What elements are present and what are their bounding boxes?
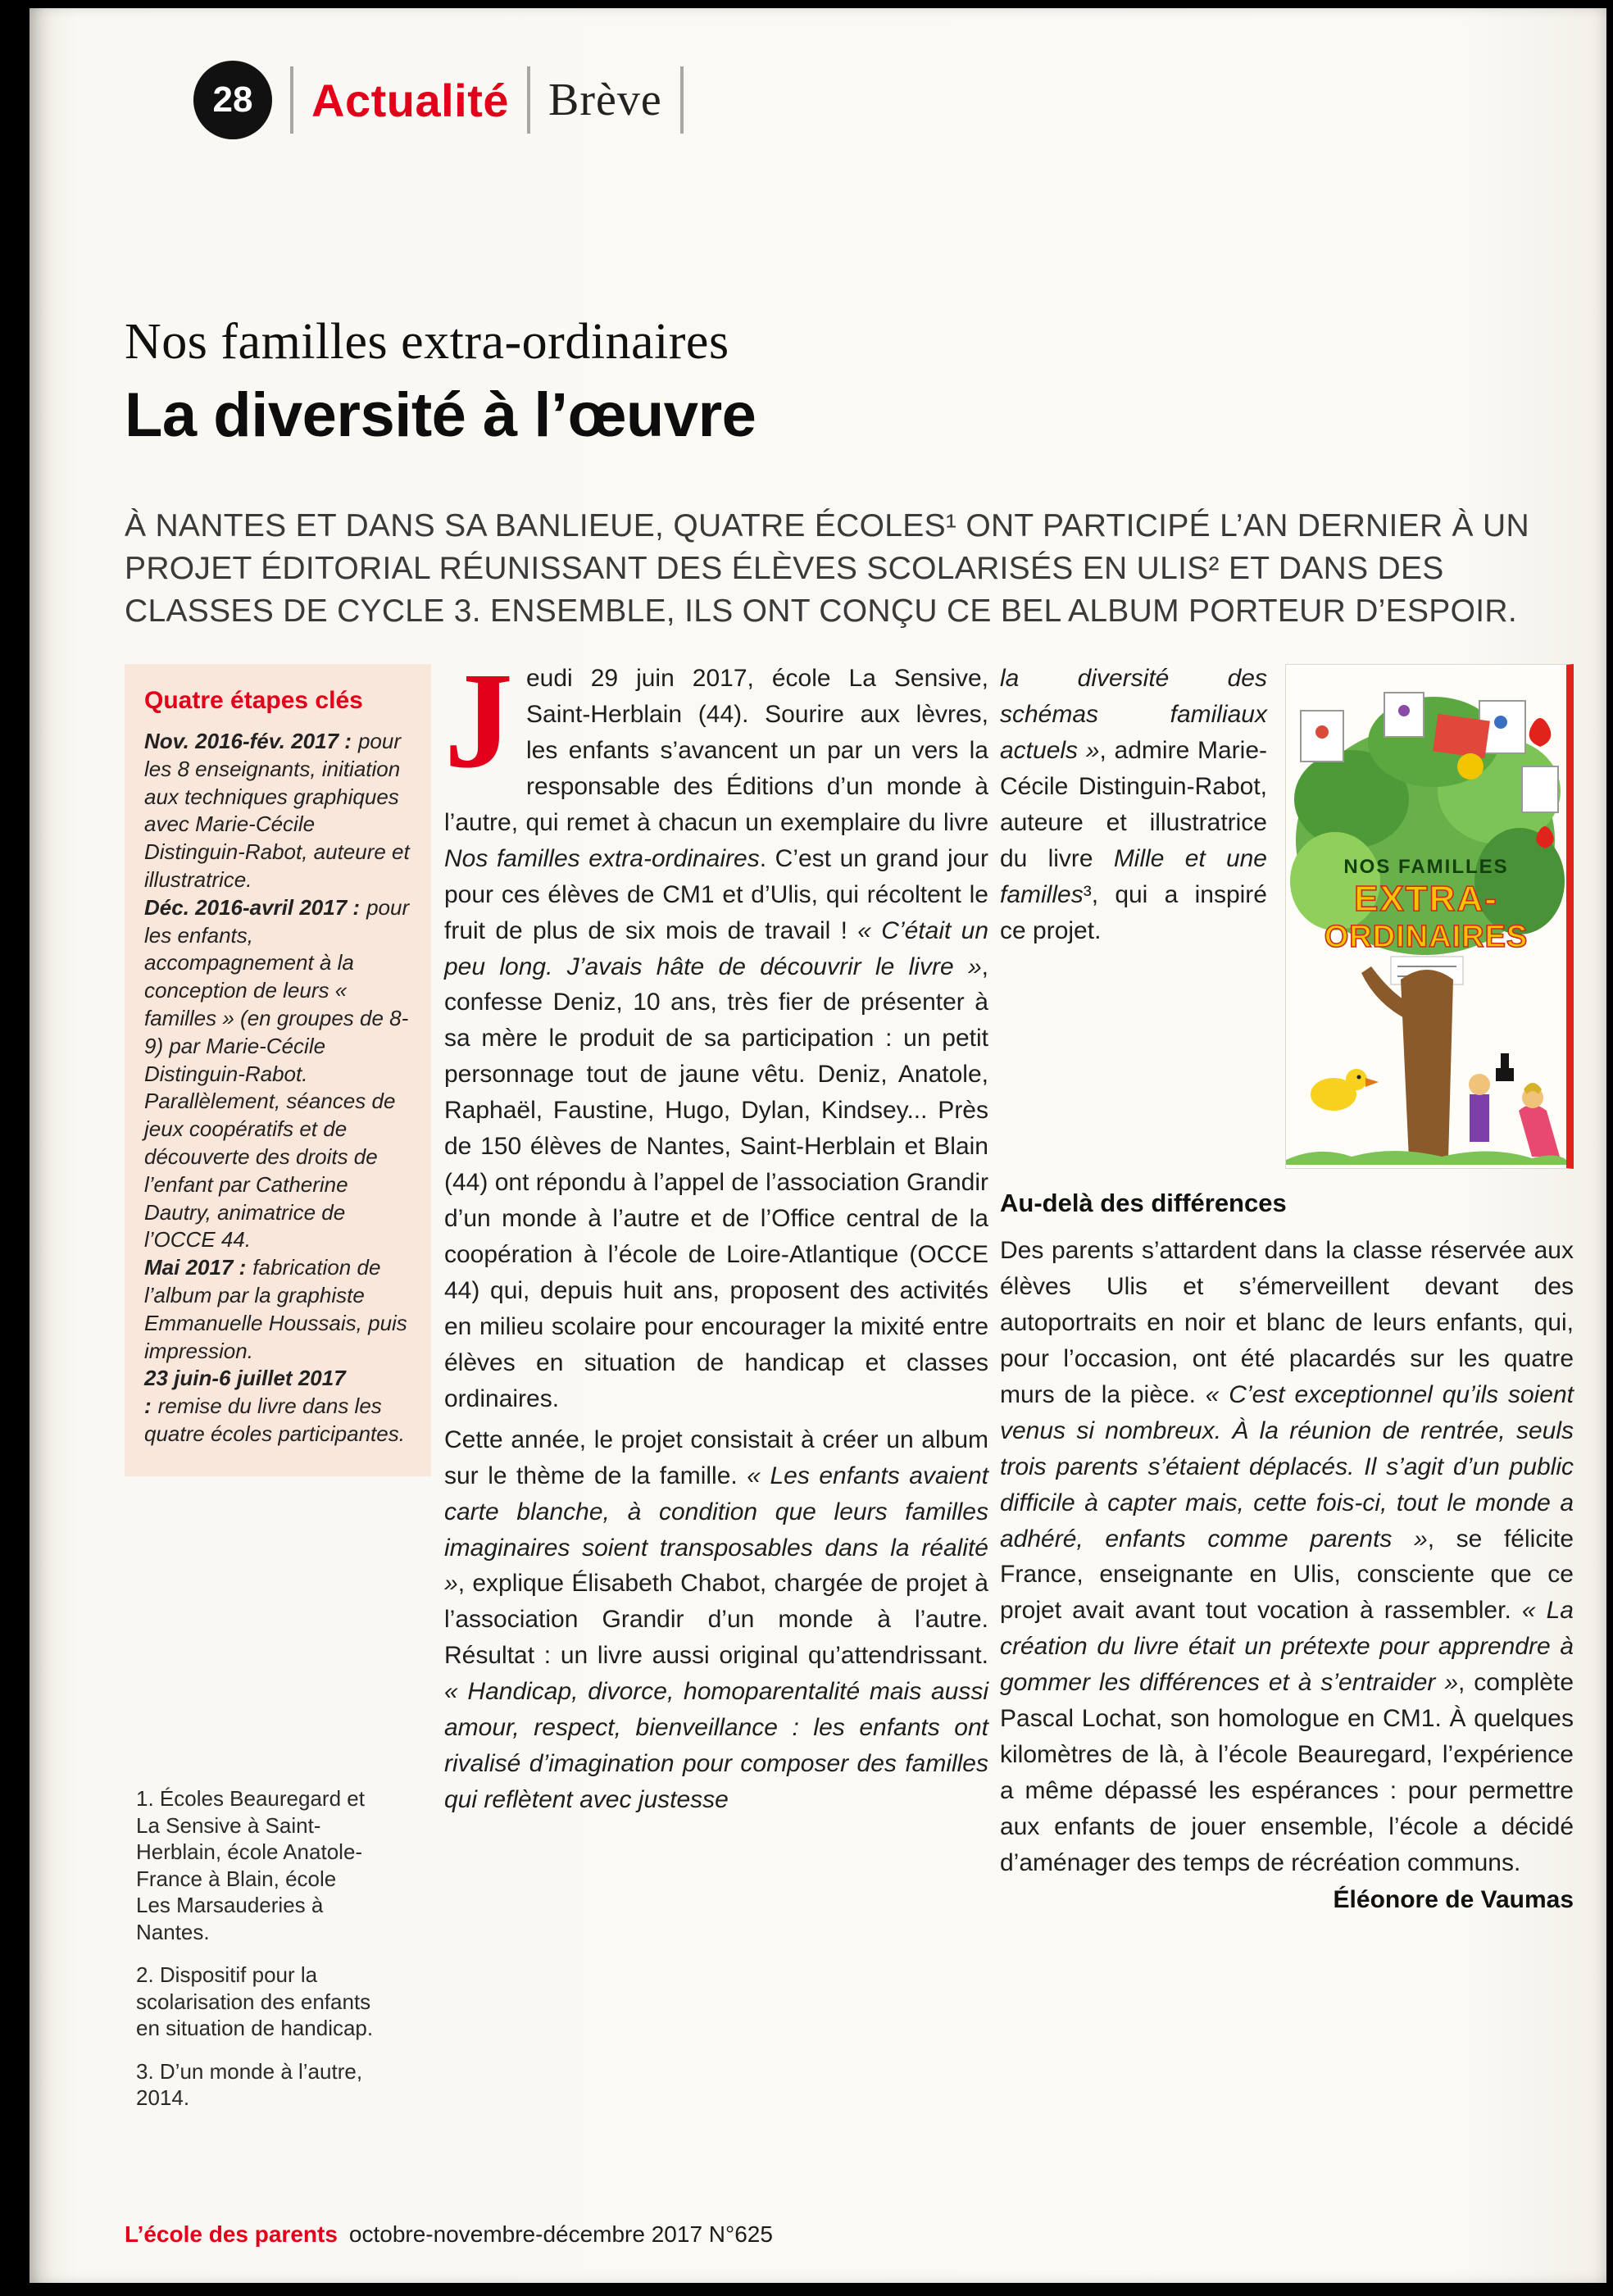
step-text: fabrication de l’album par la graphiste Emmanuelle Houssais, puis impression. xyxy=(144,1255,407,1363)
paragraph-text: eudi 29 juin 2017, école La Sensive, Saint-Herblain (44). Sourire aux lèvres, les enfants s’avancent un par un vers la responsable des Éditions d’un monde à l’autre, qui remet à chacun un exemplaire du livre Nos familles extra-ordinaires. C’est un grand jour pour ces élèves de CM1 et d’Ulis, qui récoltent le fruit de plus de six mois de travail ! « C’était un peu long. J’avais hâte de découvrir le livre », confesse Deniz, 10 ans, très fier de présenter à sa mère le produit de sa participation : un petit personnage tout de jaune vêtu. Deniz, Anatole, Raphaël, Faustine, Hugo, Dylan, Kindsey... Près de 150 élèves de Nantes, Saint-Herblain et Blain (44) ont répondu à l’appel de l’association Grandir d’un monde à l’autre et de l’Office central de la coopération à l’école de Loire-Atlantique (OCCE 44) qui, depuis huit ans, proposent des activités en milieu scolaire pour encourager la mixité entre élèves en situation de handicap et classes ordinaires. xyxy=(444,665,989,1412)
sidebar-step xyxy=(144,894,411,1254)
header-divider xyxy=(527,66,530,134)
magazine-name: L’école des parents xyxy=(125,2221,338,2247)
section-label: Actualité xyxy=(311,74,509,126)
header-divider xyxy=(680,66,684,134)
body-paragraph xyxy=(444,1422,988,1818)
step-date: 23 juin-6 juillet 2017 : xyxy=(144,1366,346,1419)
kicker-title: Nos familles extra-ordinaires xyxy=(125,314,729,370)
page-number: 28 xyxy=(212,80,253,120)
dropcap: J xyxy=(444,644,513,797)
sidebar-step xyxy=(144,728,411,894)
body-column-middle xyxy=(444,644,989,1823)
step-text: remise du livre dans les quatre écoles participantes. xyxy=(144,1394,405,1446)
body-paragraph xyxy=(444,644,989,1417)
footnotes xyxy=(136,1785,375,2128)
sidebar-step xyxy=(144,1254,411,1365)
page-number-badge xyxy=(193,61,272,139)
page-footer xyxy=(125,2221,773,2248)
step-text: pour les enfants, accompagnement à la conception de leurs « familles » (en groupes de 8-9) par Marie-Cécile Distinguin-Rabot. Parallèlement, séances de jeux coopératifs et de découverte des droits de l’enfant par Catherine Dautry, animatrice de l’OCCE 44. xyxy=(144,894,410,1253)
page-header xyxy=(193,61,702,139)
step-date: Nov. 2016-fév. 2017 : xyxy=(144,729,352,753)
cover-title-line1: EXTRA- xyxy=(1354,879,1498,919)
book-cover xyxy=(1285,664,1574,1169)
rubric-label: Brève xyxy=(548,75,662,125)
header-divider xyxy=(290,66,293,134)
footnote: 2. Dispositif pour la scolarisation des enfants en situation de handicap. xyxy=(136,1962,374,2040)
magazine-page xyxy=(30,8,1606,2283)
footnote: 1. Écoles Beauregard et La Sensive à Saint-Herblain, école Anatole-France à Blain, école Les Marsauderies à Nantes. xyxy=(136,1786,365,1944)
step-date: Mai 2017 : xyxy=(144,1255,247,1280)
body-column-right xyxy=(1000,661,1574,1914)
subheading: Au-delà des différences xyxy=(1000,1189,1287,1217)
paragraph-text: Cette année, le projet consistait à créer un album sur le thème de la famille. « Les enfants avaient carte blanche, à condition que leurs familles imaginaires soient transposables dans la réalité », explique Élisabeth Chabot, chargée de projet à l’association Grandir d’un monde à l’autre. Résultat : un livre aussi original qu’attendrissant. « Handicap, divorce, homoparentalité mais aussi amour, respect, bienveillance : les enfants ont rivalisé d’imagination pour composer des familles qui reflètent avec justesse xyxy=(444,1425,988,1814)
body-paragraph xyxy=(1000,1233,1574,1881)
book-cover-illustration xyxy=(1286,665,1566,1168)
cover-title-small: NOS FAMILLES xyxy=(1343,856,1509,878)
cover-title-line2: ORDINAIRES xyxy=(1324,920,1529,954)
footnote: 3. D’un monde à l’autre, 2014. xyxy=(136,2058,363,2110)
step-date: Déc. 2016-avril 2017 : xyxy=(144,894,361,920)
paragraph-text: la diversité des schémas familiaux actuels », admire Marie-Cécile Distinguin-Rabot, auteure et illustratrice du livre Mille et une familles³, qui a inspiré ce projet. xyxy=(1000,665,1267,944)
sidebar-step xyxy=(144,1365,411,1448)
paragraph-text: Des parents s’attardent dans la classe réservée aux élèves Ulis et s’émerveillent devant des autoportraits en noir et blanc de leurs enfants, qui, pour l’occasion, ont été placardés sur les quatre murs de la pièce. « C’est exceptionnel qu’ils soient venus si nombreux. À la réunion de rentrée, seuls trois parents s’étaient déplacés. Il s’agit d’un public difficile à capter mais, cette fois-ci, tout le monde a adhéré, enfants comme parents », se félicite France, enseignante en Ulis, consciente que ce projet avait avant tout vocation à rassembler. « La création du livre était un prétexte pour apprendre à gommer les différences et à s’entraider », complète Pascal Lochat, son homologue en CM1. À quelques kilomètres de là, à l’école Beauregard, l’expérience a même dépassé les espérances : pour permettre aux enfants de jouer ensemble, l’école a décidé d’aménager des temps de récréation communs. xyxy=(1000,1237,1574,1876)
article-title: La diversité à l’œuvre xyxy=(125,380,757,450)
step-text: pour les 8 enseignants, initiation aux techniques graphiques avec Marie-Cécile Distinguin-Rabot, auteure et illustratrice. xyxy=(144,729,410,892)
sidebar-box xyxy=(125,664,431,1476)
title-block xyxy=(125,313,756,451)
issue-info: octobre-novembre-décembre 2017 N°625 xyxy=(348,2221,773,2247)
sidebar-title: Quatre étapes clés xyxy=(144,687,363,714)
standfirst: À NANTES ET DANS SA BANLIEUE, QUATRE ÉCOLES¹ ONT PARTICIPÉ L’AN DERNIER À UN PROJET ÉDITORIAL RÉUNISSANT DES ÉLÈVES SCOLARISÉS EN ULIS² ET DANS DES CLASSES DE CYCLE 3. ENSEMBLE, ILS ONT CONÇU CE BEL ALBUM PORTEUR D’ESPOIR. xyxy=(125,508,1529,629)
author-byline: Éléonore de Vaumas xyxy=(1333,1885,1574,1913)
